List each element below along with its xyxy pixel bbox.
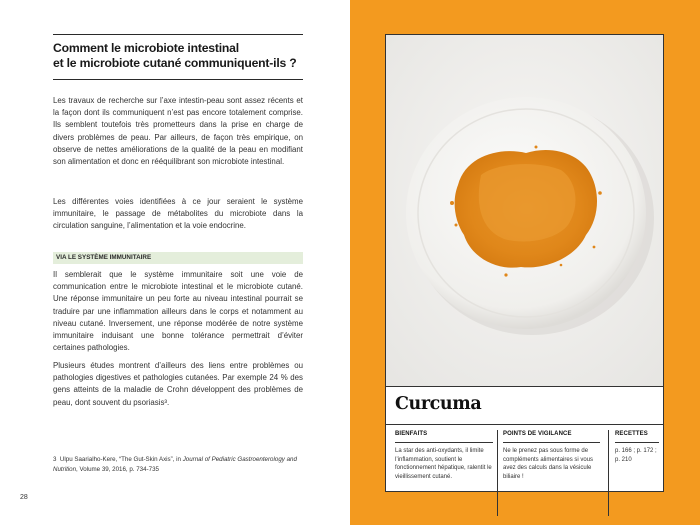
- footnote-text-before: Ulpu Saarialho-Kere, “The Gut-Skin Axis”, in: [59, 456, 181, 463]
- subsection-label: VIA LE SYSTÈME IMMUNITAIRE: [53, 252, 303, 264]
- footnote-journal: Journal of Pediatric Gastroenterology and Nutrition: [53, 456, 297, 473]
- recipes-column: [615, 430, 659, 464]
- column-divider: [608, 430, 609, 516]
- footnote-number: 3: [53, 456, 57, 463]
- paragraph-intro: Les travaux de recherche sur l’axe intestin-peau sont assez récents et la façon dont ils communiquent n’est pas encore totalement comprise. Ils semblent toutefois très prometteurs dans la prise en charge de divers problèmes de peau. Par ailleurs, de façon très empirique, on observe de nettes améliorations de la qualité de la peau en modifiant son alimentation et donc en rééquilibrant son microbiote intestinal.: [53, 96, 303, 167]
- column-divider: [497, 430, 498, 516]
- turmeric-photo: [386, 35, 663, 387]
- paragraph-immune: Il semblerait que le système immunitaire soit une voie de communication entre le microbiote intestinal et le microbiote cutané. Une réponse immunitaire un peu forte au niveau intestinal pourrait se traduire par une inflammation ailleurs dans le corps et notamment au niveau cutané. Inversement, une réponse modérée de notre système immunitaire induisant une bonne tolérance permettrait d’éviter certaines pathologies.: [53, 270, 303, 353]
- paragraph-studies: Plusieurs études montrent d’ailleurs des liens entre problèmes ou pathologies digestives et pathologies cutanées. Par exemple 24 % des gens atteints de la maladie de Crohn développent des problèmes de peau, dont souvent du psoriasis³.: [53, 361, 303, 407]
- turmeric-plate-illustration: [386, 35, 663, 387]
- ingredient-card: [385, 34, 664, 492]
- card-title: Curcuma: [395, 394, 482, 414]
- benefits-heading: BIENFAITS: [395, 430, 493, 443]
- footnote-text-after: , Volume 39, 2016, p. 734-735: [76, 465, 159, 473]
- vigilance-column: [503, 430, 600, 481]
- top-rule: [53, 34, 303, 35]
- heading-line-1: Comment le microbiote intestinal: [53, 41, 239, 55]
- benefits-text: La star des anti-oxydants, il limite l’inflammation, soutient le fonctionnement hépatique, ralentit le vieillissement cutané.: [395, 448, 492, 480]
- recipes-heading: RECETTES: [615, 430, 659, 443]
- section-heading: [53, 41, 305, 71]
- footnote: [53, 455, 303, 474]
- recipes-text: p. 166 ; p. 172 ; p. 210: [615, 448, 657, 463]
- heading-rule: [53, 79, 303, 80]
- page-number: 28: [20, 494, 28, 501]
- benefits-column: [395, 430, 493, 481]
- paragraph-pathways: Les différentes voies identifiées à ce jour seraient le système immunitaire, le passage de métabolites du microbiote dans la circulation sanguine, l’alimentation et la voie endocrine.: [53, 197, 303, 231]
- vigilance-text: Ne le prenez pas sous forme de compléments alimentaires si vous avez des calculs dans la vésicule biliaire !: [503, 448, 594, 480]
- vigilance-heading: POINTS DE VIGILANCE: [503, 430, 600, 443]
- card-title-rule: [386, 424, 663, 425]
- heading-line-2: et le microbiote cutané communiquent-ils ?: [53, 56, 297, 70]
